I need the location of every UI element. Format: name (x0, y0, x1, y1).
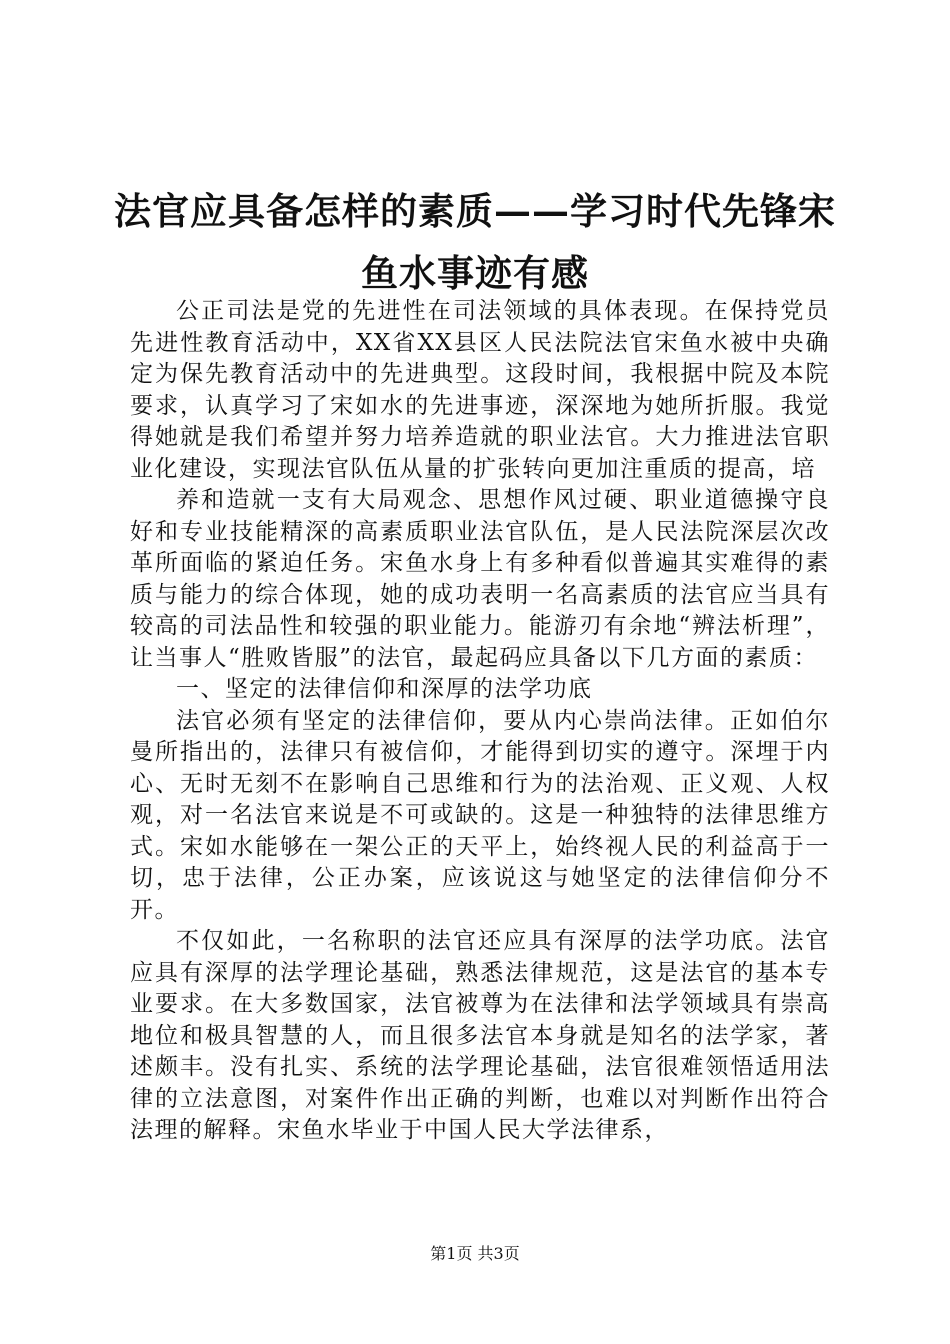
document-body (130, 296, 830, 1147)
paragraph: 不仅如此，一名称职的法官还应具有深厚的法学功底。法官应具有深厚的法学理论基础，熟悉法律规范，这是法官的基本专业要求。在大多数国家，法官被尊为在法律和法学领域具有崇高地位和极具智慧的人，而且很多法官本身就是知名的法学家，著述颇丰。没有扎实、系统的法学理论基础，法官很难领悟适用法律的立法意图，对案件作出正确的判断，也难以对判断作出符合法理的解释。宋鱼水毕业于中国人民大学法律系， (130, 928, 830, 1143)
paragraph: 养和造就一支有大局观念、思想作风过硬、职业道德操守良好和专业技能精深的高素质职业法官队伍，是人民法院深层次改革所面临的紧迫任务。宋鱼水身上有多种看似普遍其实难得的素质与能力的综合体现，她的成功表明一名高素质的法官应当具有较高的司法品性和较强的职业能力。能游刃有余地“辨法析理”，让当事人“胜败皆服”的法官，最起码应具备以下几方面的素质： (130, 487, 830, 671)
document-title: 法官应具备怎样的素质——学习时代先锋宋鱼水事迹有感 (114, 189, 836, 295)
section-heading: 一、坚定的法律信仰和深厚的法学功底 (176, 676, 593, 702)
paragraph: 公正司法是党的先进性在司法领域的具体表现。在保持党员先进性教育活动中，XX省XX县区人民法院法官宋鱼水被中央确定为保先教育活动中的先进典型。这段时间，我根据中院及本院要求，认真学习了宋如水的先进事迹，深深地为她所折服。我觉得她就是我们希望并努力培养造就的职业法官。大力推进法官职业化建设，实现法官队伍从量的扩张转向更加注重质的提高，培 (130, 298, 830, 482)
page-footer: 第1页 共3页 (430, 1244, 520, 1263)
paragraph: 法官必须有坚定的法律信仰，要从内心崇尚法律。正如伯尔曼所指出的，法律只有被信仰，才能得到切实的遵守。深埋于内心、无时无刻不在影响自己思维和行为的法治观、正义观、人权观，对一名法官来说是不可或缺的。这是一种独特的法律思维方式。宋如水能够在一架公正的天平上，始终视人民的利益高于一切，忠于法律，公正办案，应该说这与她坚定的法律信仰分不开。 (130, 707, 830, 923)
